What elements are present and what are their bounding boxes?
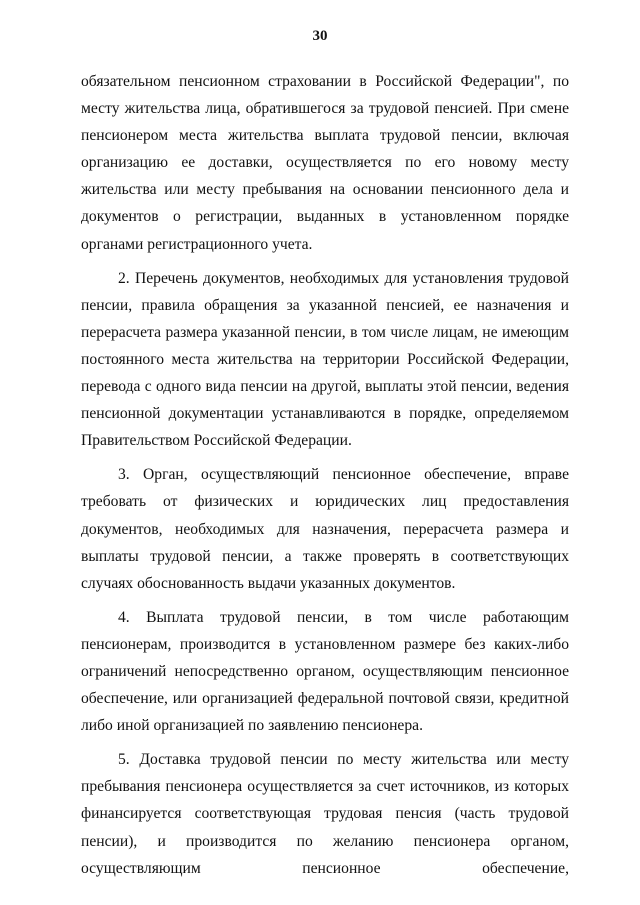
paragraph-5: 5. Доставка трудовой пенсии по месту жительства или месту пребывания пенсионера осуществляется за счет источников, из которых финансируется соответствующая трудовая пенсия (часть трудовой пенсии), и производится по желанию пенсионера органом, осуществляющим пенсионное обеспечение, <box>81 751 569 877</box>
document-body <box>81 68 569 882</box>
page-number: 30 <box>312 28 328 44</box>
paragraph-4: 4. Выплата трудовой пенсии, в том числе работающим пенсионерам, производится в установленном размере без каких-либо ограничений непосредственно органом, осуществляющим пенсионное обеспечение, или организацией федеральной почтовой связи, кредитной либо иной организацией по заявлению пенсионера. <box>81 608 569 735</box>
paragraph-3: 3. Орган, осуществляющий пенсионное обеспечение, вправе требовать от физических и юридических лиц предоставления документов, необходимых для назначения, перерасчета размера и выплаты трудовой пенсии, а также проверять в соответствующих случаях обоснованность выдачи указанных документов. <box>81 466 569 592</box>
paragraph-2: 2. Перечень документов, необходимых для установления трудовой пенсии, правила обращения за указанной пенсией, ее назначения и перерасчета размера указанной пенсии, в том числе лицам, не имеющим постоянного места жительства на территории Российской Федерации, перевода с одного вида пенсии на другой, выплаты этой пенсии, ведения пенсионной документации устанавливаются в порядке, определяемом Правительством Российской Федерации. <box>81 269 569 450</box>
paragraph-continuation: обязательном пенсионном страховании в Российской Федерации", по месту жительства лица, обратившегося за трудовой пенсией. При смене пенсионером места жительства выплата трудовой пенсии, включая организацию ее доставки, осуществляется по его новому месту жительства или месту пребывания на основании пенсионного дела и документов о регистрации, выданных в установленном порядке органами регистрационного учета. <box>81 73 569 253</box>
